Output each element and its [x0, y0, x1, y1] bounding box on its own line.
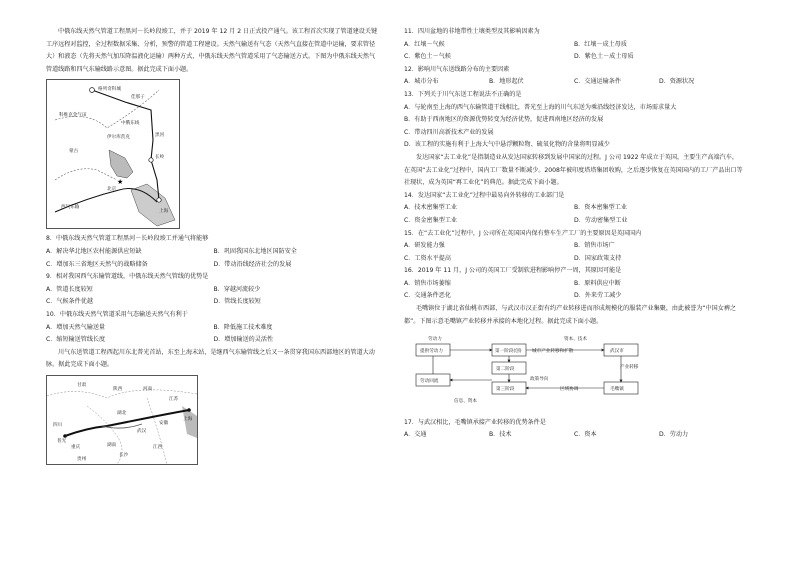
option[interactable]: A．交通 — [404, 431, 427, 439]
option[interactable]: C．气候条件优越 — [46, 298, 93, 306]
flow-box-label: 武汉市 — [610, 349, 624, 355]
right-column — [404, 26, 744, 442]
question-13: 13．下列关于川气东送工程说法不正确的是 — [404, 90, 522, 98]
sichuan-pipeline-map — [47, 376, 197, 464]
option[interactable]: C．交通运输条件 — [574, 78, 621, 86]
flow-label: 城市产业转移和扩散 — [532, 349, 574, 355]
option[interactable]: D．国家政策支持 — [574, 254, 622, 262]
map-label: 长岭 — [155, 155, 165, 161]
question-10-options — [46, 322, 381, 347]
option[interactable]: C．交通条件恶化 — [404, 292, 451, 300]
option[interactable]: C．紫色土－气候 — [404, 53, 451, 61]
shanghai-station — [187, 408, 191, 412]
flow-box-label: 第三阶段 — [496, 387, 515, 393]
puguang-station — [63, 434, 67, 438]
changling-station — [149, 158, 153, 162]
flow-label: 资本、技术 — [564, 337, 587, 343]
question-12-options — [404, 76, 744, 89]
passage-sichuan-gas: 川气东送管道工程西起川东北普光首站，东至上海末站，是继西气东输管线之后又一条贯穿我国东西部地区的管道大动脉。据此完成下面小题。 — [46, 348, 375, 369]
option[interactable]: A．销售市场萎缩 — [404, 279, 451, 287]
question-14: 14．发达国家“去工业化”过程中最易向外转移的工业部门是 — [404, 191, 565, 199]
map-label: 武汉 — [137, 428, 147, 434]
question-15-options — [404, 240, 744, 265]
pipeline-map-figure — [46, 79, 180, 229]
beijing-star-icon: ★ — [117, 178, 124, 187]
option[interactable]: B．红壤－成土母质 — [574, 40, 627, 48]
option[interactable]: C．增加东三省地区天然气的战略储备 — [46, 260, 148, 268]
flow-box-label: 提供劳动力 — [420, 349, 443, 355]
map-label: 四川 — [53, 422, 63, 428]
map-label: 伊尔库茨克 — [107, 135, 130, 141]
flowchart-svg — [414, 334, 644, 406]
flow-label: 政策导向 — [530, 377, 549, 383]
option[interactable]: B．技术 — [489, 431, 512, 439]
passage-maozui-town: 毛嘴镇位于湖北省仙桃市西部，与武汉市汉正街有约产业转移进而形成规模化的服装产业集聚，由此被誉为“中国女裤之都”。下图示意毛嘴镇产业转移并承接的本地化过程。据此完成下面小题。 — [404, 305, 737, 325]
flow-label: 区域协调 — [560, 387, 579, 393]
flow-box-label: 第二阶段 — [496, 367, 515, 373]
option[interactable]: D．劳动密集型工业 — [574, 216, 628, 224]
option[interactable]: D．增加输送的灵活性 — [213, 336, 274, 344]
question-17-options — [404, 429, 744, 442]
map-label: 湖北 — [117, 410, 127, 416]
map-label: 江苏 — [169, 396, 179, 402]
question-16-options — [404, 278, 744, 303]
map-label: 佳那子 — [131, 95, 145, 101]
question-11-options — [404, 39, 744, 64]
flow-box-label: 毛嘴镇 — [610, 387, 624, 393]
question-9-options — [46, 284, 381, 309]
option[interactable]: C．资金密集型工业 — [404, 216, 458, 224]
question-9: 9．相对我国西气东输管道线，中俄东线天然气管线的优势是 — [46, 273, 209, 281]
question-17: 17．与武汉相比，毛嘴镇承接产业转移的优势条件是 — [404, 418, 546, 426]
map-label: 格列奇科城 — [98, 87, 121, 93]
map-label: 上海 — [183, 416, 193, 422]
map-label: 科维克金气田 — [59, 113, 87, 119]
option[interactable]: B．巩固我国东北地区国防安全 — [213, 247, 297, 255]
map-label: 贵州 — [77, 456, 87, 462]
national-border — [55, 169, 117, 180]
industry-transfer-flowchart — [414, 334, 744, 412]
option[interactable]: C．工资水平提高 — [404, 254, 451, 262]
option[interactable]: B．有助于西南地区的资源优势转变为经济优势，促进西南地区经济的发展 — [404, 116, 604, 124]
option[interactable]: B．地形起伏 — [489, 78, 524, 86]
map-label: 上海 — [159, 209, 169, 215]
option[interactable]: D．紫色土－成土母质 — [574, 53, 634, 61]
question-15: 15．在“去工业化”过程中，J 公司所在英国国内保有整车生产工厂的主要原因是英国国内 — [404, 229, 642, 237]
flow-box-label: 第一阶段(创) — [495, 349, 522, 355]
option[interactable]: B．原料供应中断 — [574, 279, 621, 287]
option[interactable]: A．城市分布 — [404, 78, 439, 86]
map-label: 蒙古 — [69, 149, 79, 155]
pipeline-map — [47, 80, 179, 228]
map-label: 长沙 — [119, 452, 129, 458]
passage-deindustrialization: 发达国家“去工业化”是指制造业从发达国家转移到发展中国家的过程。J 公司 1922 年成立于英国，主要生产高端汽车，在英国“去工业化”过程中，国内工厂数量不断减少。2008年被印度塔塔集团收购，之后逐步恢复在英国国内的工厂产品出口等社现状，成为英国“再工业化”的典范。据此完成下面小题。 — [404, 153, 743, 187]
option[interactable]: D．该工程的实施有利于上海大气中悬浮颗粒物、硫氧化物的含量将明显减少 — [404, 141, 610, 149]
option[interactable]: A．红壤－气候 — [404, 40, 445, 48]
map-label: 中俄东线 — [121, 121, 140, 127]
map-label: 安徽 — [159, 420, 169, 426]
option[interactable]: B．资本密集型工业 — [574, 204, 627, 212]
flow-label: 信息、资本 — [454, 399, 477, 405]
option[interactable]: A．解决华北地区农村能源供应短缺 — [46, 247, 142, 255]
china-russia-east-line — [92, 90, 159, 200]
map-label: 北京 — [107, 187, 117, 193]
question-8-options — [46, 246, 381, 271]
province-border — [147, 398, 167, 464]
start-station — [90, 88, 95, 93]
option[interactable]: A．技术密集型工业 — [404, 204, 457, 212]
left-column — [46, 26, 381, 465]
option[interactable]: C．缩短输送管线长度 — [46, 336, 106, 344]
passage-gas-pipeline: 中俄东线天然气管道工程黑河－长岭段竣工，并于 2019 年 12 月 2 日正式投产通气。该工程首次实现了管道建设关键工序远程对监控，全过程数据采集、分析，预警的管道工程建设。天然气输送有气态（天然气直接在管道中运输，要求管径大）和液态（先将天然气加压降温液化运输）两种方式，中俄东线天然气管道采用了气态输送方式。下图为中俄东线天然气管道线路和四气东输线路示意图。据此完成下面小题。 — [46, 28, 378, 73]
sichuan-pipeline-map-figure — [46, 375, 198, 465]
option[interactable]: B．销售市场广 — [574, 242, 615, 250]
map-label: 江西 — [153, 444, 163, 450]
map-label: 甘肃 — [77, 382, 87, 388]
flow-box-label: 劳动回流 — [420, 379, 439, 385]
question-14-options — [404, 202, 744, 227]
sichuan-east-pipeline — [65, 410, 189, 436]
option[interactable]: C．带动四川高新技术产业的发展 — [404, 128, 494, 136]
map-label: 普光 — [57, 438, 67, 444]
question-8: 8．中俄东线天然气管道工程黑河－长岭段竣工并通气将能够 — [46, 235, 209, 243]
map-label: 陕西 — [113, 386, 123, 392]
question-10: 10．中俄东线天然气管道采用气态输送天然气有利于 — [46, 310, 188, 318]
option[interactable]: D．管线长度较短 — [213, 298, 261, 306]
option[interactable]: D．劳动力 — [659, 431, 689, 439]
question-16: 16．2019 年 11 月，J 公司的英国工厂受制软进程影响停产一周，其原因可能是 — [404, 267, 622, 275]
option[interactable]: B．降低施工技术难度 — [213, 323, 273, 331]
map-label: 湖南 — [107, 442, 117, 448]
map-label: 重庆 — [71, 444, 81, 450]
map-label: 黑河 — [155, 133, 165, 139]
option[interactable]: D．资源状况 — [659, 78, 695, 86]
option[interactable]: A．研发能力强 — [404, 242, 445, 250]
flow-label: 劳动力 — [428, 337, 442, 343]
map-label: 西气东输 — [61, 205, 80, 211]
option[interactable]: A．管道长度较短 — [46, 285, 93, 293]
option[interactable]: A．增加天然气输送量 — [46, 323, 106, 331]
flow-label: 产业转移 — [620, 365, 639, 371]
shanghai-station — [157, 198, 161, 202]
question-12: 12．影响川气东送线路分布的主要因素 — [404, 65, 510, 73]
question-11: 11．四川盆地的非地带性土壤类型及其影响因素为 — [404, 28, 540, 35]
option[interactable]: D．外来劳工减少 — [574, 292, 622, 300]
option[interactable]: A．与轮南至上海的西气东输管道干线相比，普光至上海的川气东送为乘沿线经济发达，市场需求量大 — [404, 103, 677, 111]
option[interactable]: B．穿越河流较少 — [213, 285, 261, 293]
map-label: 河南 — [143, 386, 153, 392]
sea-shape — [109, 150, 133, 178]
option[interactable]: C．资本 — [574, 431, 597, 439]
sea-shape — [131, 184, 175, 226]
option[interactable]: D．带动沿线经济社会的发展 — [213, 260, 292, 268]
